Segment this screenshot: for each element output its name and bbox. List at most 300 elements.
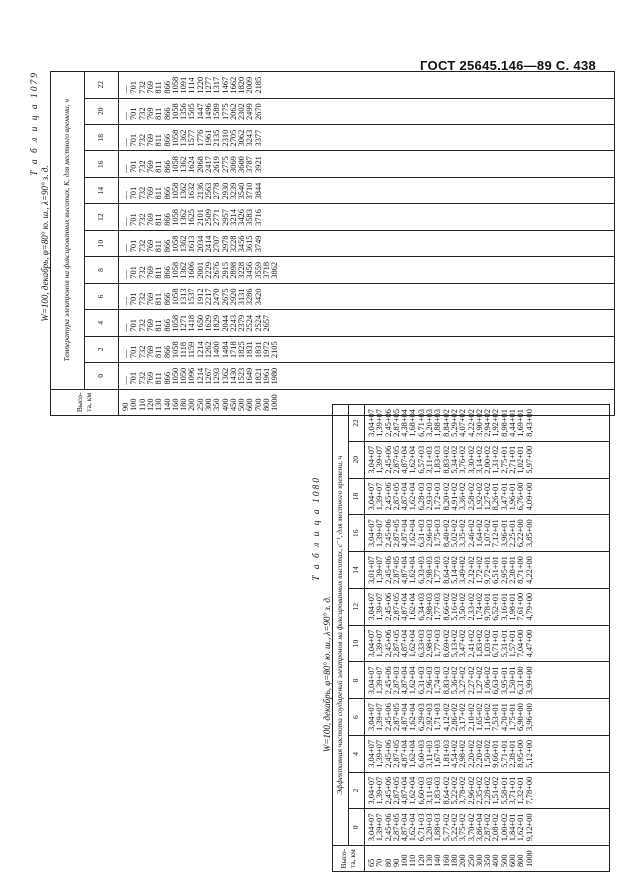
hour-column	[119, 283, 615, 309]
table-cell: 2243	[228, 314, 238, 332]
table-cell: 732	[137, 213, 147, 226]
altitude-value: 160	[170, 398, 180, 411]
table-cell: 2,45+06	[383, 813, 393, 842]
table-cell: 3716	[253, 209, 263, 226]
hour-column	[119, 204, 615, 230]
table-cell: 769	[145, 133, 155, 147]
table-cell: 1496	[204, 103, 213, 121]
table-cell: 3,85+00	[524, 519, 534, 548]
hour-header: 18	[85, 125, 119, 151]
hour-column	[365, 515, 610, 552]
table-cell: 6,22+00	[516, 519, 526, 548]
table-cell: 701	[129, 319, 139, 332]
table-cell: 8,83+02	[441, 666, 451, 695]
table-cell: 3,04+07	[367, 409, 376, 437]
table-cell: 1649	[245, 367, 255, 385]
hour-header: 14	[349, 552, 365, 589]
table-cell: 2705	[228, 129, 238, 147]
table-cell: 2,87+05	[391, 445, 401, 474]
table-cell: 811	[154, 345, 164, 359]
table-cell: 1,62+04	[408, 519, 418, 548]
altitude-value: 90	[121, 402, 131, 411]
table-cell: 732	[137, 371, 147, 385]
altitude-value: 180	[179, 398, 189, 411]
hour-column	[119, 98, 615, 124]
table-cell: 701	[129, 81, 139, 94]
table-cell: 1,74+02	[474, 592, 484, 621]
table-cell: 1505	[187, 103, 197, 121]
table-cell	[263, 288, 271, 305]
table-cell: 8,26+01	[491, 482, 501, 511]
table-cell	[263, 76, 271, 94]
table-cell: 811	[154, 134, 164, 147]
table-cell: 866	[162, 186, 172, 200]
table-cell: 2185	[253, 76, 263, 94]
table-cell: 1537	[187, 288, 197, 306]
table-cell: 2,87+05	[391, 592, 401, 621]
table-cell: 811	[154, 187, 164, 200]
table-cell: 2,92+03	[425, 703, 435, 731]
table-cell: 2930	[220, 182, 230, 200]
table-1080-data-row	[365, 405, 610, 872]
table-cell: 3559	[253, 261, 263, 279]
table-cell: —	[121, 138, 131, 147]
hour-header: 18	[349, 478, 365, 515]
table-cell: 701	[129, 107, 139, 121]
table-cell: 2062	[228, 103, 238, 121]
altitude-value: 1000	[270, 394, 280, 411]
table-cell: 1118	[179, 341, 189, 359]
hour-header: 12	[349, 588, 365, 625]
table-cell: 866	[162, 239, 172, 253]
table-cell: 4,22+00	[524, 556, 534, 584]
table-cell: 1,88+03	[433, 409, 443, 437]
table-cell: 1,03+02	[483, 629, 493, 658]
table-cell: 3921	[253, 156, 263, 173]
table-cell: 2,33+02	[466, 592, 476, 621]
table-cell: 4,87+04	[400, 592, 410, 621]
table-cell: 8,69+02	[441, 629, 451, 658]
table-cell: 1214	[195, 341, 205, 359]
table-cell: 1,92+02	[491, 409, 501, 437]
table-cell: 2,45+06	[383, 776, 393, 805]
table-cell: 1,77+03	[433, 556, 443, 584]
table-cell: 1058	[170, 156, 180, 173]
table-cell: 1356	[179, 103, 189, 121]
altitude-value: 700	[253, 398, 263, 411]
table-cell: 1362	[179, 182, 189, 200]
table-cell: 1430	[228, 367, 238, 385]
table-cell: 2,10+02	[466, 703, 476, 731]
table-cell: 1277	[204, 76, 213, 94]
table-cell: 3062	[237, 129, 247, 147]
table-cell: 2,45+06	[383, 556, 393, 584]
table-cell: 1,62+04	[408, 739, 418, 768]
hour-header: 14	[85, 177, 119, 203]
table-cell: 2,94+02	[483, 409, 493, 437]
table-cell: 2,87+05	[391, 703, 401, 731]
table-cell: 3,76+02	[458, 445, 468, 474]
table-cell: 3456	[237, 235, 247, 253]
table-cell: 3,36+02	[458, 482, 468, 511]
table-cell: 4,07+02	[458, 409, 468, 437]
table-cell: 1058	[170, 182, 180, 200]
table-cell: 3583	[245, 209, 255, 226]
table-cell: 2229	[204, 261, 213, 279]
table-cell: 769	[145, 371, 155, 385]
table-cell: 3,04+07	[367, 703, 376, 731]
table-cell: 732	[137, 266, 147, 279]
hour-column	[119, 72, 615, 99]
altitude-value: 800	[262, 398, 272, 411]
table-cell: 7,53+01	[491, 703, 501, 731]
table-cell: 5,14+02	[449, 556, 459, 584]
altitude-value: 400	[491, 854, 501, 867]
table-cell: 2414	[204, 235, 213, 253]
table-cell: 3214	[228, 209, 238, 226]
table-cell: 3,04+07	[367, 629, 376, 658]
table-cell: 6,31+03	[416, 666, 426, 695]
altitude-value: 300	[204, 398, 213, 411]
table-cell: 732	[137, 107, 147, 121]
table-cell: 2,87+03	[391, 666, 401, 695]
table-cell: 866	[162, 133, 172, 147]
table-cell: 6,71+01	[491, 629, 501, 658]
table-cell: 732	[137, 319, 147, 332]
table-cell: 1,39+07	[375, 739, 385, 768]
table-1080-number: Т а б л и ц а 1080	[312, 476, 322, 581]
table-cell: 1650	[195, 314, 205, 332]
table-cell: 3615	[245, 235, 255, 253]
table-cell: 2,93+03	[425, 482, 435, 511]
table-cell: 3228	[228, 235, 238, 253]
table-cell: 2,41+02	[466, 629, 476, 658]
table-cell: 701	[129, 345, 139, 359]
table-1079-caption: Температура электронов на фиксированных высотах, К, для местного времени, ч	[51, 72, 85, 390]
altitude-value: 100	[129, 398, 139, 411]
table-cell: 1606	[187, 261, 197, 279]
table-cell: 2,71+01	[508, 445, 518, 474]
table-cell	[263, 235, 271, 252]
hour-header: 16	[349, 515, 365, 552]
table-cell: 1,62+01	[516, 813, 526, 842]
table-cell: 1050	[170, 367, 180, 385]
table-cell: 701	[129, 160, 139, 173]
table-cell: 2,87+05	[391, 482, 401, 511]
table-cell: 8,83+02	[441, 445, 451, 474]
altitude-value: 800	[516, 854, 526, 867]
table-cell: 4,87+04	[400, 739, 410, 768]
table-cell: 3,71+01	[508, 776, 518, 805]
table-cell: 8,43+00	[524, 409, 534, 437]
table-cell: 1625	[187, 209, 197, 226]
table-cell: 811	[154, 319, 164, 332]
table-cell: 3862	[270, 261, 280, 279]
table-cell: 2657	[262, 314, 272, 332]
table-cell: 6,71+03	[416, 409, 426, 437]
table-cell: 2,32+02	[466, 556, 476, 584]
table-cell: 9,12+00	[524, 813, 534, 842]
table-cell: 1,50+02	[483, 739, 493, 768]
table-cell: 1058	[170, 341, 180, 359]
hour-column	[119, 257, 615, 283]
table-cell: 2,87+05	[391, 409, 401, 437]
table-cell: 732	[137, 186, 147, 200]
table-cell: 8,66+02	[441, 592, 451, 621]
table-cell: 1,68+04	[408, 409, 418, 437]
table-cell: 866	[162, 160, 172, 173]
table-cell: 2,58+02	[466, 482, 476, 511]
altitude-value: 110	[137, 398, 147, 411]
table-cell: 4,70+01	[499, 703, 509, 731]
table-cell: 1,27+02	[483, 482, 493, 511]
table-cell: 3,47+02	[458, 629, 468, 658]
table-cell: 2302	[237, 103, 247, 121]
table-cell: 2,45+06	[383, 409, 393, 437]
table-cell: 1577	[187, 129, 197, 147]
table-cell: 1,39+07	[375, 445, 385, 474]
altitude-value: 450	[228, 398, 238, 411]
table-cell: 1362	[179, 129, 189, 147]
table-cell: 732	[137, 160, 147, 173]
table-cell: 2,28+02	[483, 776, 493, 805]
hour-column	[365, 735, 610, 772]
altitude-value: 400	[220, 398, 230, 411]
table-cell: 2009	[245, 76, 255, 94]
table-cell: 2,45+06	[383, 592, 393, 621]
table-cell: 1418	[187, 314, 197, 332]
table-cell: 3131	[237, 288, 247, 306]
table-cell: 866	[162, 107, 172, 121]
table-cell: 4,38+04	[400, 409, 410, 437]
table-cell: 811	[154, 107, 164, 121]
table-cell: —	[121, 243, 131, 253]
table-cell: 4,87+04	[400, 445, 410, 474]
table-cell: 4,22+02	[466, 409, 476, 437]
table-cell: 2,45+06	[383, 629, 393, 658]
altitude-value: 350	[212, 398, 222, 411]
hour-header: 22	[349, 405, 365, 442]
table-cell: —	[121, 376, 131, 385]
table-cell: 866	[162, 319, 172, 332]
table-cell	[263, 155, 271, 172]
table-cell: 9,78+01	[483, 592, 493, 621]
table-cell: 1523	[237, 367, 247, 385]
table-cell: 2101	[195, 209, 205, 226]
table-cell: 1,62+04	[408, 592, 418, 621]
table-cell: 4,47+00	[524, 629, 534, 658]
table-cell: 3787	[245, 156, 255, 173]
table-cell: 5,34+02	[449, 445, 459, 474]
table-cell: 2,87+05	[391, 556, 401, 584]
table-cell: 1058	[170, 314, 180, 332]
table-cell: 2,25+01	[508, 519, 518, 548]
table-cell: 1362	[220, 367, 230, 385]
table-cell: 1484	[220, 341, 230, 359]
table-cell: 1961	[204, 129, 213, 147]
table-cell: 5,16+02	[449, 592, 459, 621]
table-cell: 1293	[212, 367, 222, 385]
table-cell: 3,30+02	[466, 445, 476, 474]
table-cell: 1,32+01	[516, 776, 526, 805]
table-cell: 3,14+02	[474, 445, 484, 474]
table-cell: 1,39+07	[375, 813, 385, 842]
hour-column	[365, 772, 610, 809]
table-cell: 1,62+04	[408, 445, 418, 474]
table-cell: 1267	[204, 367, 213, 385]
table-cell: 1,07+02	[483, 519, 493, 548]
hours-header-row	[85, 72, 119, 416]
table-cell: 2,87+02	[483, 813, 493, 842]
table-cell: 1,62+04	[408, 629, 418, 658]
table-cell: 2898	[228, 261, 238, 279]
table-cell: 2034	[195, 235, 205, 253]
table-cell: 1775	[220, 103, 230, 121]
table-cell: 1,39+07	[375, 629, 385, 658]
altitude-value: 500	[499, 854, 509, 867]
table-cell: 3228	[237, 261, 247, 279]
table-cell: 2379	[237, 314, 247, 332]
table-cell: 6,33+03	[416, 629, 426, 658]
table-cell: 3,04+07	[367, 445, 376, 474]
table-cell: 3286	[245, 288, 255, 306]
table-cell: 2524	[253, 314, 263, 332]
table-cell: 1400	[212, 341, 222, 359]
table-cell: 5,29+02	[449, 409, 459, 437]
table-cell: 1362	[179, 261, 189, 279]
table-1080-block	[312, 409, 610, 872]
table-cell: 4,12+02	[441, 703, 451, 731]
table-cell: 1,16+02	[483, 703, 493, 731]
table-cell: 9,72+01	[483, 556, 493, 584]
table-cell: 1,67+03	[433, 739, 443, 768]
table-cell: 2775	[220, 156, 230, 173]
table-cell: 2778	[212, 182, 222, 200]
table-cell: 2,96+02	[466, 776, 476, 805]
table-cell: 6,52+01	[491, 592, 501, 621]
table-cell: 866	[162, 81, 172, 94]
altitude-value: 250	[466, 854, 476, 867]
table-cell: 2417	[204, 156, 213, 173]
table-cell: 1624	[187, 156, 197, 173]
hour-header: 8	[349, 662, 365, 699]
table-cell: 1,62+04	[408, 666, 418, 695]
table-cell: 8,64+02	[441, 776, 451, 805]
table-cell: 1,31+02	[491, 445, 501, 474]
table-cell: —	[121, 349, 131, 359]
table-cell: 5,13+02	[449, 629, 459, 658]
table-cell: 2675	[220, 288, 230, 306]
table-cell: 732	[137, 292, 147, 306]
altitude-value: 120	[416, 854, 426, 867]
table-cell: 2,87+05	[391, 739, 401, 768]
altitude-value: 110	[408, 854, 418, 867]
table-cell: 732	[137, 81, 147, 94]
table-cell: 2,20+02	[474, 739, 484, 768]
hour-column	[365, 405, 610, 442]
table-cell: 3,75+02	[458, 813, 468, 842]
table-cell: 2,46+02	[466, 519, 476, 548]
table-cell: 5,36+02	[449, 666, 459, 695]
table-cell: 7,04+00	[516, 629, 526, 658]
table-cell: 866	[162, 292, 172, 306]
table-cell: 1613	[187, 235, 197, 253]
table-cell: 811	[154, 372, 164, 385]
hour-header: 6	[85, 283, 119, 309]
table-cell: 2619	[212, 156, 222, 173]
table-cell: 1718	[228, 341, 238, 359]
table-cell: 4,87+04	[400, 629, 410, 658]
table-cell: 3600	[237, 156, 247, 173]
table-cell: 1214	[195, 367, 205, 385]
altitude-value: 300	[474, 854, 484, 867]
table-cell: 1,72+03	[433, 482, 443, 511]
table-cell: 1,39+07	[375, 776, 385, 805]
table-cell: 1,72+02	[474, 556, 484, 584]
table-cell: 3710	[245, 182, 255, 200]
table-cell: 3,47+01	[499, 482, 509, 511]
table-cell: 2676	[212, 261, 222, 279]
table-cell: 1,69+01	[516, 409, 526, 437]
table-cell: 3,04+07	[367, 739, 376, 768]
table-cell: 1262	[204, 341, 213, 359]
hour-header: 16	[85, 151, 119, 177]
table-cell: 1058	[170, 209, 180, 226]
hour-header: 12	[85, 204, 119, 230]
hour-header: 10	[349, 625, 365, 662]
table-cell: 1,88+03	[433, 813, 443, 842]
altitude-value: 100	[400, 854, 410, 867]
hour-column	[365, 441, 610, 478]
altitude-value: 90	[391, 858, 401, 867]
table-cell: 5,58+01	[499, 776, 509, 805]
table-cell: 1,77+03	[433, 592, 443, 621]
table-cell: 866	[162, 266, 172, 279]
table-cell: 2524	[245, 314, 255, 332]
table-cell: 1821	[253, 367, 263, 385]
altitude-value: 70	[375, 858, 385, 867]
table-cell: 6,29+03	[416, 703, 426, 731]
table-cell: 2,98+03	[425, 592, 435, 621]
table-cell: 1912	[195, 288, 205, 306]
table-cell: 1,06+02	[483, 666, 493, 695]
altitude-value: 200	[458, 854, 468, 867]
hour-column	[365, 625, 610, 662]
table-cell: 5,12+00	[524, 739, 534, 768]
table-cell	[263, 208, 271, 225]
hour-column	[365, 809, 610, 846]
table-cell: 5,22+02	[449, 813, 459, 842]
table-cell: 1776	[195, 129, 205, 147]
table-cell: 6,63+01	[491, 666, 501, 695]
table-cell: 2001	[195, 261, 205, 279]
table-cell: 1362	[179, 235, 189, 253]
table-cell: 4,54+02	[449, 739, 459, 768]
table-1079-block	[30, 71, 615, 416]
table-cell: 1,39+07	[375, 556, 385, 584]
table-cell: 1220	[195, 76, 205, 94]
altitude-header: Высо- та, км	[51, 389, 119, 415]
altitude-value: 130	[154, 398, 164, 411]
table-cell: 769	[145, 292, 155, 306]
table-cell: 1,81+03	[441, 739, 451, 768]
table-cell: 2,45+06	[383, 666, 393, 695]
table-cell: 1313	[179, 288, 189, 306]
table-cell: 1831	[245, 341, 255, 359]
table-cell: 2,38+01	[508, 739, 518, 768]
hour-column	[119, 230, 615, 256]
table-cell: 769	[145, 266, 155, 279]
